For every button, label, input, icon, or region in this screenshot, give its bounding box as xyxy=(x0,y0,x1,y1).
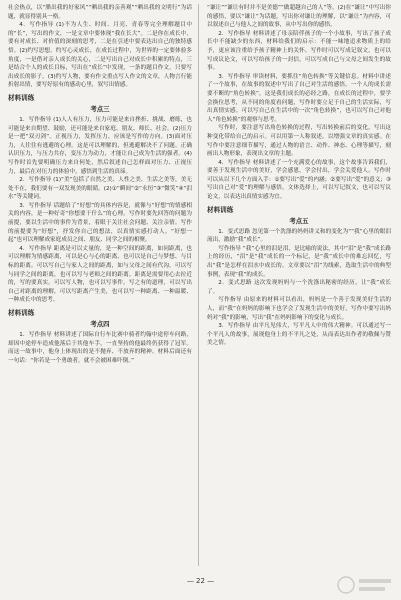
paragraph: 1．写作指导 (1)人人有压力，压力可能是来自挫折、挑战、磨练，也可能是来自期望、鼓励，还可能是来自家庭、朋友、师长、社会。(2)压力是一把“双刃剑”。正视压力，发挥压力，应该是写作的方向。(3)面对压力，人往往有逃避的心理。这是可以理解的，但逃避解决不了问题。正确认识压力，与压力共存，变压力为动力，才能让自己成为生活的强者。(4)写作时首先要明确压力来自何处，然后叙述自己怎样面对压力、正视压力，最后在对压力的体验中，感悟到生活的真谛。 xyxy=(8,116,192,175)
topic-heading: 考点五 xyxy=(289,216,309,225)
paragraph: 写作时，要注意写出角色转换的过程，写出转换前后的变化，写出这种变化带给自己的启示。可以用第一人称叙述，以增强文章的真实感。在写作中要注意细节描写，通过人物的语言、动作、神态、心理等描写，刻画出人物形象，表现出文章的主题。 xyxy=(207,125,391,158)
paragraph: 4．写作指导 距离是可以丈量的，是一种空间的距离，如同距离，也可以理解为情感距离，可以是心与心的距离、也可以是自己与梦想、与目标的距离。可以写自己与家人之间的距离，如与父母之间有代沟，可以写与同学之间的距离，也可以写与老师之间的距离。距离是需要用心去拉近的，写的要真实。可以写人物，也可以写事件。写之有的道理，可以写出自己对距离的理解，可以写距离产生美，也可以写一种距离、一种温暖、一种成长中的思考。 xyxy=(8,245,192,304)
paragraph: 3．写作指导 审读材料，要抓住“角色转换”等关键信息。材料中讲述了一个故事，在故事的叙述中写出了自己对生活的感悟。一个人的成长需要不断的“角色转换”，这是我们成长的必经之路，在成长的过程中，要学会换位思考，从不同的角度看问题，写作时要立足于自己的生活实际，写出真情实感。可以写自己在生活中的一次“角色转换”，也可以写自己对他人“角色转换”的观察与思考。 xyxy=(207,73,391,123)
paragraph: 社会热点，以“腊出我的好家风”“晒出我的亲善观”“晒出我的文明行”为话题，就显得别具一格。 xyxy=(8,5,192,20)
paragraph: 3．写作指导 由平凡见伟大，写平凡人中的伟大精神。可以通过写一个平凡人的故事，展现他身上的不平凡之处，从而表达出作者的敬佩与赞美之情。 xyxy=(207,323,391,347)
paragraph: 写作指导 由原来的材料可以看出，妈妈是一个善于发现美好生活的人，而“我”在妈妈的影响下也学会了发现生活中的美好，写作中要写出妈妈对“我”的影响，写出“我”在妈妈影响下的变化与成长。 xyxy=(207,297,391,321)
column-divider xyxy=(198,4,199,566)
topic-heading: 考点四 xyxy=(90,320,110,328)
section-heading: 材料训练 xyxy=(207,205,234,214)
left-column xyxy=(8,4,192,568)
paragraph: 1．写作指导 材料讲述了国际自行车比赛中骑者约翰中途停车问路，却因中途停车造成他落后于其他车手，一直坚持的他最终仍获得了冠军。而这一故事中，他身上体现出的是不抛弃、不放弃的精神。材料后面还有一句话：“你若是一个勇敢者，就不会被困难吓倒。” xyxy=(8,332,192,364)
right-column xyxy=(207,4,391,568)
topic-heading: 考点三 xyxy=(90,104,110,113)
section-heading: 材料训练 xyxy=(8,93,35,102)
page-number: — 22 — xyxy=(186,577,215,585)
watermark-logo-icon xyxy=(335,574,395,596)
paragraph: 1．变式思路 忽见第一个洗涤的妈妈讲义和的变化为““我”心里的眼泪流出，激励“我”成长”。 xyxy=(207,228,391,244)
paragraph: “谦让”“谦让有时并不是美德”“做超越自己的人”等。(2)在“谦让”中写出你的感悟，要以“谦让”为话题，写出你对谦让的理解，以“谦让”为内容，可以叙述自己与他人之间的故事，从中写出你的感悟。 xyxy=(207,5,391,29)
paragraph: 2．写作指导 (1)“美”包括了自然之美、人性之美、生活之美等，美无处不在，我们要有一双发现美的眼睛。(2)①“瞬间”②“永恒”③“微笑”④“泪水”等关键词。 xyxy=(8,177,192,201)
section-heading: 材料训练 xyxy=(8,309,35,317)
paragraph: 写作指导 “我”心里的泪是泪，是比喻的说法，其中“泪”是“我”成长路上的经历，“泪”是“我”成长的一个标记，是“我”成长中的难忘回忆，写出“我”是怎样在泪水中成长的。文章要以“泪”为线索，选取生活中的典型事例，表现“我”的成长。 xyxy=(207,245,391,278)
paragraph: 4．写作指导 材料讲述了一个充满爱心的故事，这个故事告诉我们，要善于发现生活中的美好，学会感恩，学会付出，学会关爱他人。写作时可以从以下几个方面入手：①要写出“爱”的内涵；②要写出“爱”的意义；③写出自己对“爱”的理解与感悟。文体选择上，可以写记叙文，也可以写议论文，以表达出真情实感为宜。 xyxy=(207,159,391,201)
paragraph: 4．写作指导 (1)不为人生、时间、月亮、青春等完全理解题目中的“长”，写出的作文，一是文章中要体现“我在长大”。二是你在成长中，要有对成长、对价值的深刻的思考，二是在引述中要表达出自己的独特感悟。(2)约写思想，约写心灵成长，在成长过程中，为世界的一定要体验多角度，一是借对亲人成长的关心，二是写出自己对成长中积累的特点，三是结合个人的成长目标，写出在“成长”中发现，一条的题目作文，只要写出成长的影子。(3)约写人物，要有作文重点写人作文的文章，人物言行能折射出情，要写好原有的感动心里，叙写出情感。 xyxy=(8,22,192,89)
paragraph: 2．变式思路 这次发现妈妈与一个洗涤出秘密的经历，让“我”成长了。 xyxy=(207,280,391,295)
paragraph: 3．写作指导 话题给了“好想”的具体内容是，就像与“好想”的情感相关的内容，是一种好奇“你想要干什么”的心理。写作时要先回答的问题为前提，要以生活中的事件为背景，着眼于关注社会问题、关注亲情。写作的前提要为“好想”，抒发你自己的想法，以真情实感打动人。“好想一起”也可以理解成家庭成员之间、朋友、同学之间的相聚。 xyxy=(8,202,192,244)
paragraph: 2．写作指导 材料讲述了母亲陪伴孩子的一个小故事，写出了孩子成长中不能缺少的东西，材料给我们的启示：不能一味地追求物质上的给予，更应该注重给予孩子精神上的关怀。写作时可以写成记叙文，也可以写成议论文，可以写给孩子的一封信，可以写成自己与父母之间发生的故事。 xyxy=(207,30,391,72)
